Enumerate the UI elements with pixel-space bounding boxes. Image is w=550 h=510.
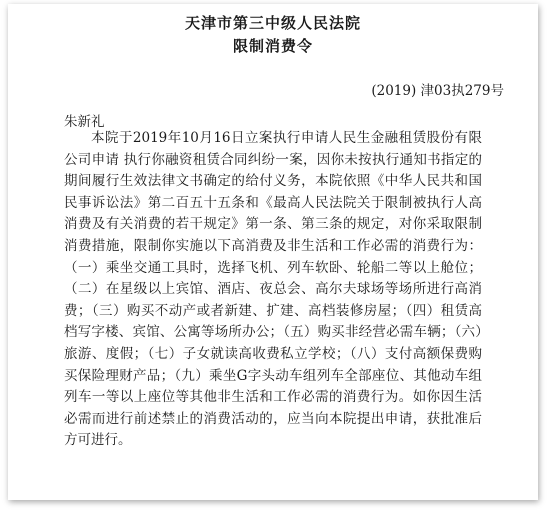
addressee: 朱新礼 [64,114,105,130]
case-number: (2019) 津03执279号 [371,83,504,99]
body-paragraph: 本院于2019年10月16日立案执行申请人民生金融租赁股份有限公司申请 执行你融资租赁合同纠纷一案，因你未按执行通知书指定的期间履行生效法律文书确定的给付义务，本院依照《中华人民共和国民事诉讼法》第二百五十五条和《最高人民法院关于限制被执行人高消费及有关消费的若干规定》第一条、第三条的规定，对你采取限制消费措施，限制你实施以下高消费及非生活和工作必需的消费行为：（一）乘坐交通工具时，选择飞机、列车软卧、轮船二等以上舱位；（二）在星级以上宾馆、酒店、夜总会、高尔夫球场等场所进行高消费；（三）购买不动产或者新建、扩建、高档装修房屋；（四）租赁高档写字楼、宾馆、公寓等场所办公；（五）购买非经营必需车辆；（六）旅游、度假；（七）子女就读高收费私立学校；（八）支付高额保费购买保险理财产品；（九）乘坐G字头动车组列车全部座位、其他动车组列车一等以上座位等其他非生活和工作必需的消费行为。如你因生活必需而进行前述禁止的消费活动的，应当向本院提出申请，获批准后方可进行。 [64,130,482,449]
document-title: 限制消费令 [232,37,313,55]
document-page [8,4,538,500]
court-name: 天津市第三中级人民法院 [184,14,361,32]
